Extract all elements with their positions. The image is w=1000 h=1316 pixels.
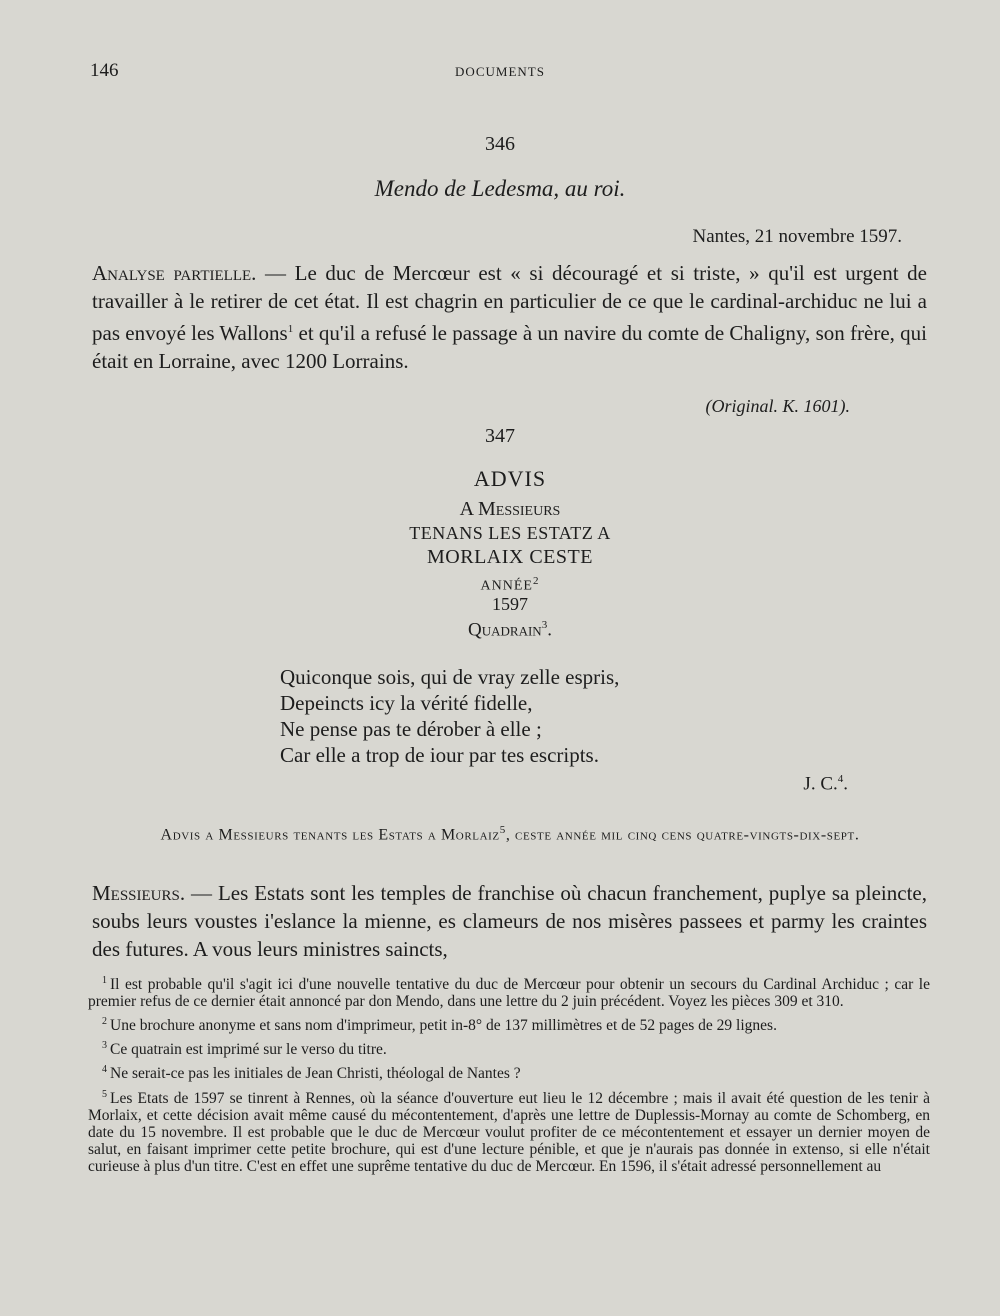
verse-line: Car elle a trop de iour par tes escripts. bbox=[280, 743, 599, 767]
analysis-text-end: et qu'il a refusé le passage à un navire du comte de Chaligny, son frère, qui était en Lorraine, avec 1200 Lorrains. bbox=[92, 321, 928, 373]
title-line-advis: ADVIS bbox=[473, 466, 547, 491]
quatrain bbox=[280, 664, 760, 768]
analysis-text: — Le duc de Mercœur est « si découragé et si triste, » qu'il est urgent de travailler à le retirer de cet état. Il est chagrin en particulier de ce que le cardinal-archiduc ne lui a pas envoyé les Wallons bbox=[92, 261, 927, 345]
verse-line: Depeincts icy la vérité fidelle, bbox=[280, 691, 533, 715]
title-line-year: 1597 bbox=[492, 594, 528, 614]
page-header bbox=[90, 60, 910, 84]
footnote-ref-5: 5 bbox=[499, 824, 506, 836]
verse-line: Quiconque sois, qui de vray zelle espris, bbox=[280, 665, 620, 689]
footnote-ref-4: 4 bbox=[837, 773, 844, 785]
footnote: $^3$ Ce quatrain est imprimé sur le verso du titre. bbox=[102, 1040, 387, 1059]
analysis-label: Analyse partielle. bbox=[92, 261, 257, 285]
footnote: $^2$ Une brochure anonyme et sans nom d'imprimeur, petit in-8° de 137 millimètres et de 52 pages de 29 lignes. bbox=[102, 1016, 777, 1035]
footnotes bbox=[88, 972, 930, 1178]
page-number: 146 bbox=[90, 60, 119, 81]
footnote-ref-2: 2 bbox=[532, 575, 540, 587]
footnote: $^4$ Ne serait-ce pas les initiales de Jean Christi, théologal de Nantes ? bbox=[102, 1064, 521, 1083]
title-line-quadrain: Quadrain$^3$. bbox=[468, 619, 552, 641]
analysis-paragraph bbox=[92, 259, 927, 375]
body-paragraph bbox=[92, 879, 927, 963]
footnote-ref-1: 1 bbox=[287, 323, 294, 335]
title-line-annee: ANNÉE$^2$ bbox=[480, 575, 540, 594]
dateline: Nantes, 21 novembre 1597. bbox=[692, 226, 902, 247]
section-heading: Advis a Messieurs tenants les Estats a Morlaiz$^5$, ceste année mil cinq cens quatre-vingts-dix-sept. bbox=[160, 824, 860, 844]
footnote-ref-3: 3 bbox=[541, 619, 548, 631]
document-number-347: 347 bbox=[485, 425, 515, 447]
body-text: — Les Estats sont les temples de franchise où chacun franchement, puplye sa pleincte, soubs leurs voustes i'eslance la mienne, es clameurs de nos misères passees et parmy les craintes des futures. A vous leurs ministres saincts, bbox=[92, 881, 927, 961]
title-line-messieurs: A Messieurs bbox=[459, 498, 561, 520]
running-head: DOCUMENTS bbox=[455, 64, 545, 79]
body-label: Messieurs. bbox=[92, 881, 186, 905]
signature: J. C.$^4$. bbox=[803, 773, 848, 795]
title-line-estatz: TENANS LES ESTATZ A bbox=[409, 523, 611, 543]
title-line-morlaix: MORLAIX CESTE bbox=[427, 546, 593, 568]
footnote: $^5$ Les Etats de 1597 se tinrent à Rennes, où la séance d'ouverture eut lieu le 12 décembre ; mais il avait été question de les tenir à Morlaix, et cette décision avait même causé du mécontentement, d'après une lettre de Duplessis-Mornay au comte de Schomberg, en date du 15 novembre. Il est probable que le duc de Mercœur voulut profiter de ce mécontentement et essayer un dernier moyen de salut, en faisant imprimer cette petite brochure, qui est d'une lecture pénible, et que je n'aurais pas donnée in extenso, si elle n'était curieuse à plus d'un titre. C'est en effet une suprême tentative du duc de Mercœur. En 1596, il s'était adressé personnellement au bbox=[88, 1088, 930, 1175]
document-title-346: Mendo de Ledesma, au roi. bbox=[374, 176, 626, 201]
footnote: $^1$ Il est probable qu'il s'agit ici d'une nouvelle tentative du duc de Mercœur pour obtenir un secours du Cardinal Archiduc ; car le premier refus de ce dernier était annoncé par don Mendo, dans une lettre du 2 juin précédent. Voyez les pièces 309 et 310. bbox=[88, 975, 930, 1011]
verse-line: Ne pense pas te dérober à elle ; bbox=[280, 717, 542, 741]
source-reference: (Original. K. 1601). bbox=[705, 396, 850, 416]
document-number-346: 346 bbox=[485, 133, 515, 155]
